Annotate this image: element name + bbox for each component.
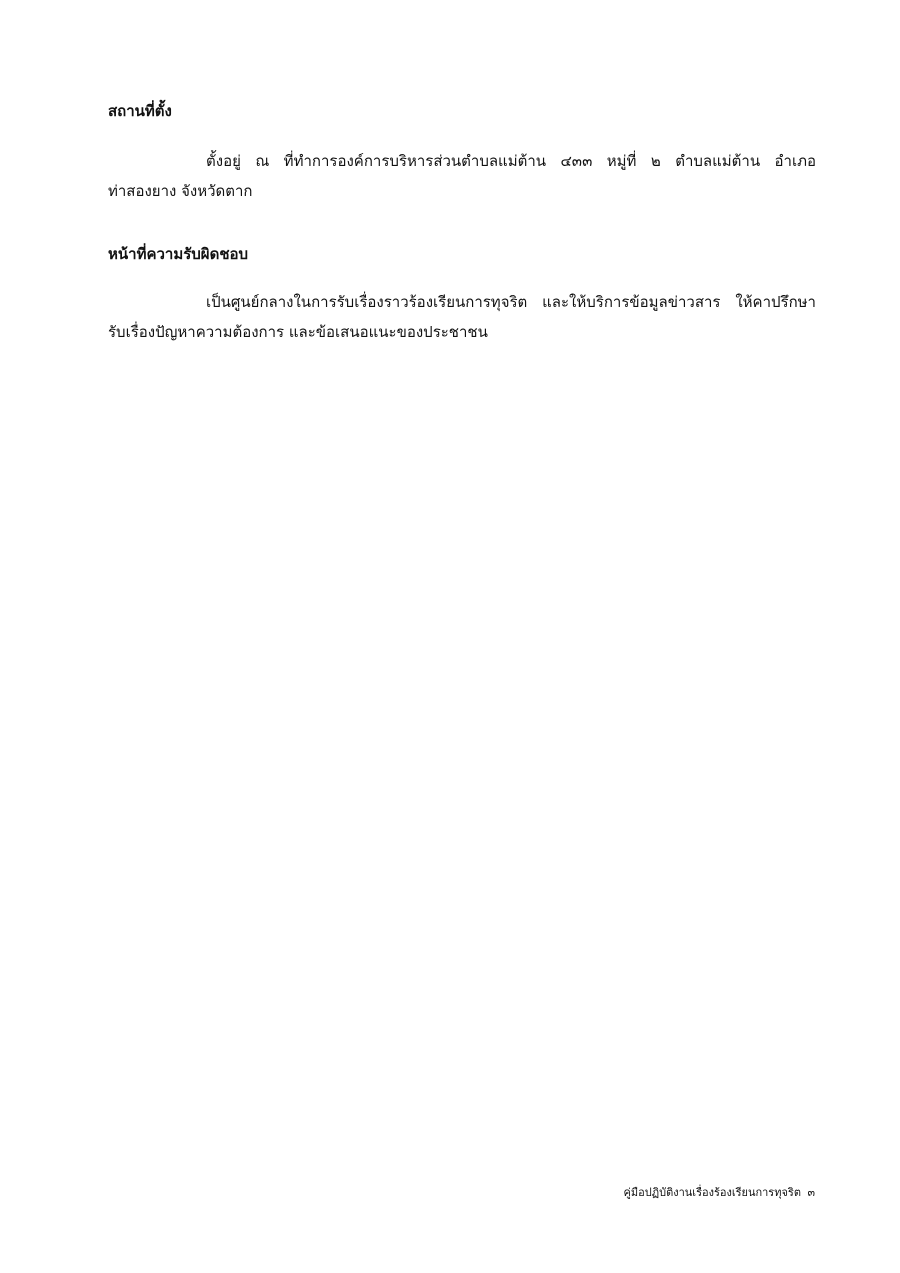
duty-section xyxy=(108,243,816,347)
location-paragraph: ตั้งอยู่ ณ ที่ทำการองค์การบริหารส่วนตำบลแม่ต้าน ๔๓๓ หมู่ที่ ๒ ตำบลแม่ต้าน อำเภอท่าสองยาง จังหวัดตาก xyxy=(108,152,816,200)
location-heading: สถานที่ตั้ง xyxy=(108,102,172,120)
location-section xyxy=(108,100,816,206)
duty-paragraph: เป็นศูนย์กลางในการรับเรื่องราวร้องเรียนการทุจริต และให้บริการข้อมูลข่าวสาร ให้คาปรึกษา รับเรื่องปัญหาความต้องการ และข้อเสนอแนะของประชาชน xyxy=(108,293,816,341)
page-number: ๓ xyxy=(807,1186,815,1199)
footer-title: คู่มือปฏิบัติงานเรื่องร้องเรียนการทุจริต xyxy=(623,1186,801,1199)
duty-heading: หน้าที่ความรับผิดชอบ xyxy=(108,245,249,263)
page-footer xyxy=(624,1185,815,1201)
